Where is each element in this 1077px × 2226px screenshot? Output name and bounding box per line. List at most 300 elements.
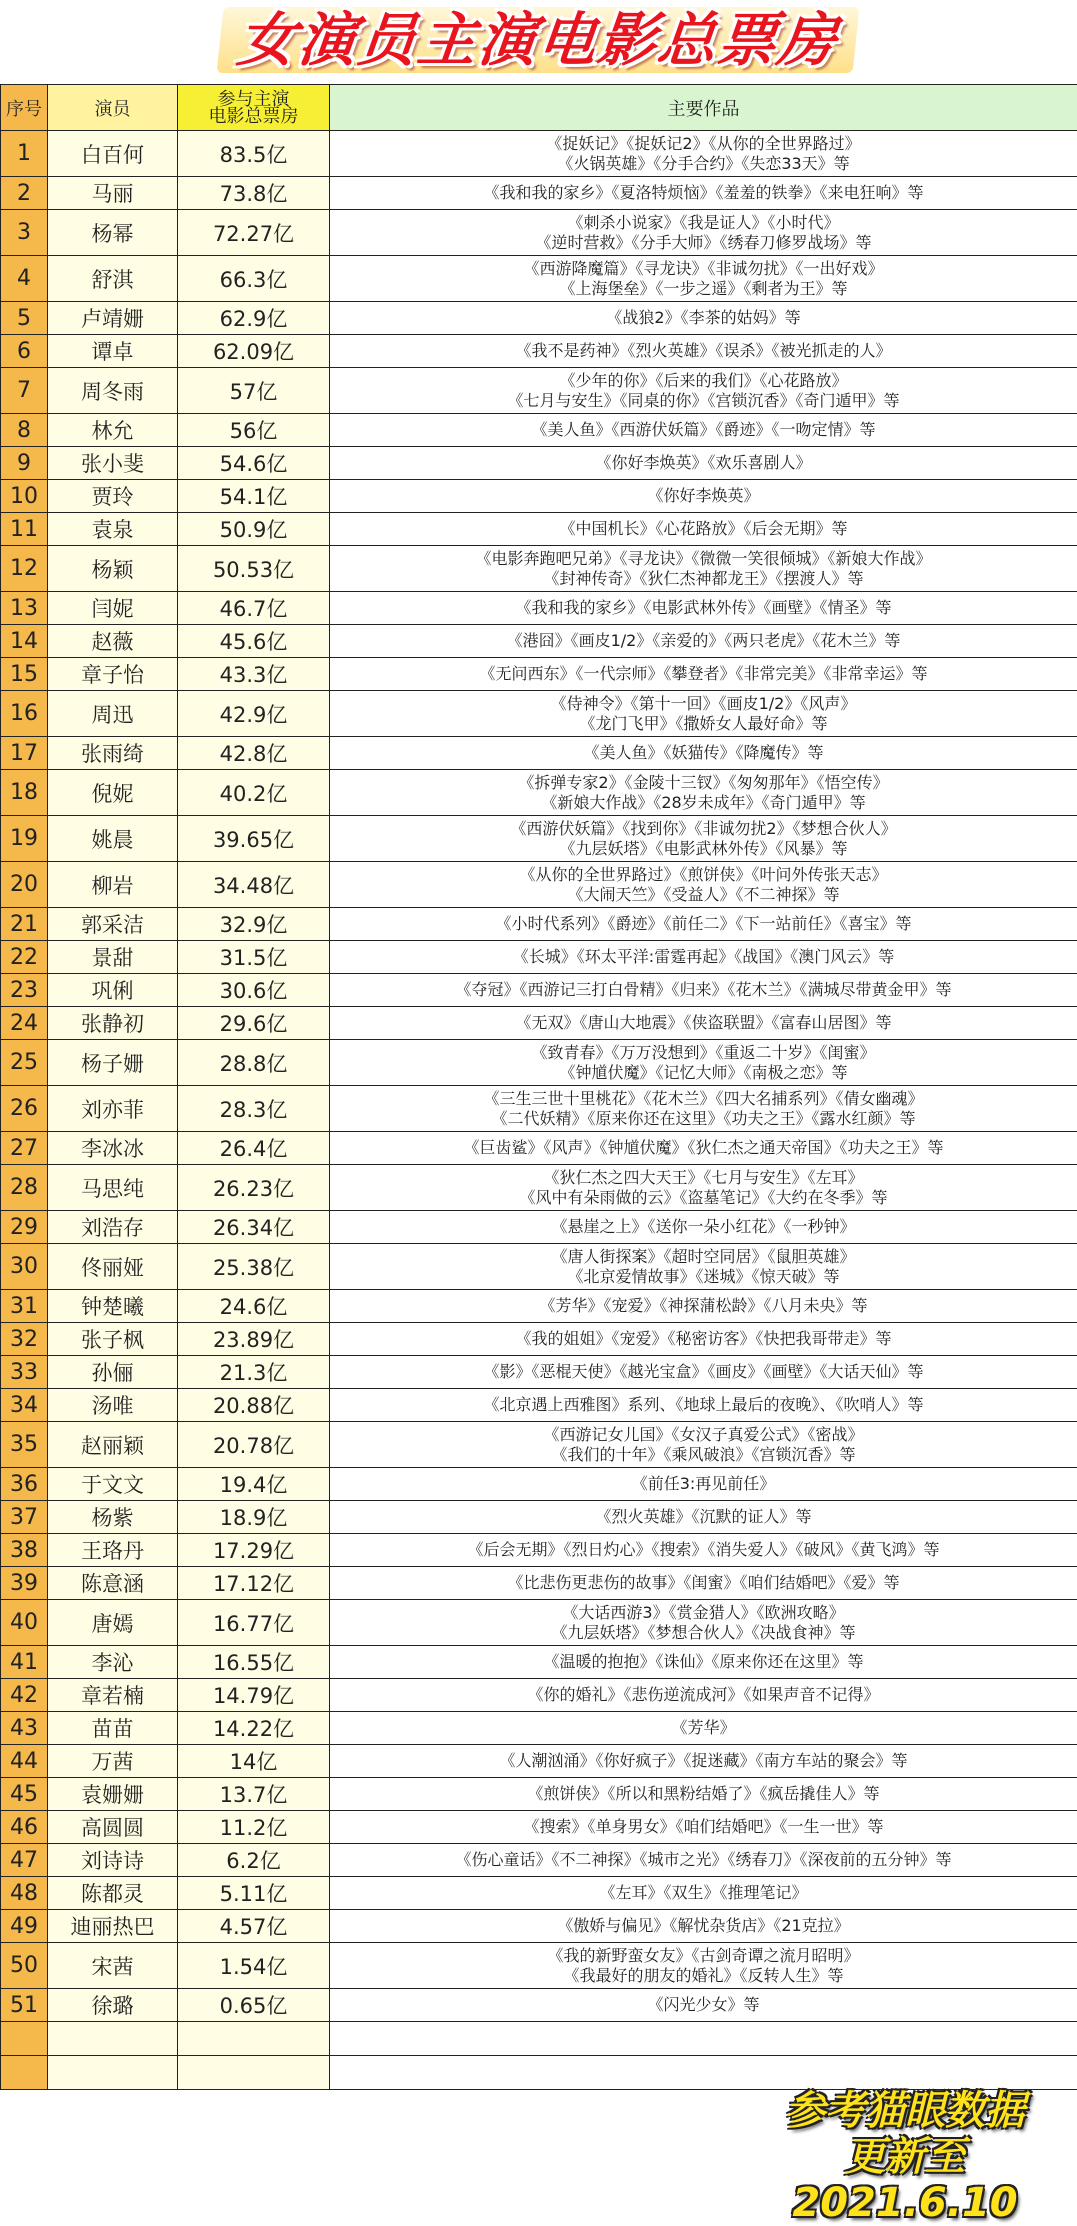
works-cell bbox=[330, 862, 1077, 908]
box-office-total: 24.6亿 bbox=[178, 1290, 330, 1323]
actress-name: 周冬雨 bbox=[48, 368, 178, 414]
row-index: 19 bbox=[1, 816, 48, 862]
table-row bbox=[1, 1086, 1077, 1132]
row-index: 37 bbox=[1, 1501, 48, 1534]
works-line: 《龙门飞甲》《撒娇女人最好命》等 bbox=[330, 714, 1077, 734]
works-cell bbox=[330, 546, 1077, 592]
box-office-total: 20.78亿 bbox=[178, 1422, 330, 1468]
actress-name: 袁泉 bbox=[48, 513, 178, 546]
table-row bbox=[1, 1712, 1077, 1745]
box-office-total: 50.53亿 bbox=[178, 546, 330, 592]
table-row bbox=[1, 1679, 1077, 1712]
title-bar bbox=[0, 0, 1077, 80]
box-office-total: 83.5亿 bbox=[178, 131, 330, 177]
works-line: 《钟馗伏魔》《记忆大师》《南极之恋》等 bbox=[330, 1063, 1077, 1083]
row-index: 49 bbox=[1, 1910, 48, 1943]
works-line: 《侍神令》《第十一回》《画皮1/2》《风声》 bbox=[330, 694, 1077, 714]
works-line: 《封神传奇》《狄仁杰神都龙王》《摆渡人》等 bbox=[330, 569, 1077, 589]
row-index: 42 bbox=[1, 1679, 48, 1712]
works-cell bbox=[330, 1389, 1077, 1422]
header-actress: 演员 bbox=[48, 85, 178, 131]
row-index: 7 bbox=[1, 368, 48, 414]
row-index: 14 bbox=[1, 625, 48, 658]
table-row bbox=[1, 1943, 1077, 1989]
works-cell bbox=[330, 974, 1077, 1007]
works-line: 《狄仁杰之四大天王》《七月与安生》《左耳》 bbox=[330, 1168, 1077, 1188]
works-line: 《你好李焕英》 bbox=[330, 486, 1077, 506]
box-office-total: 16.55亿 bbox=[178, 1646, 330, 1679]
actress-name: 李冰冰 bbox=[48, 1132, 178, 1165]
row-index: 15 bbox=[1, 658, 48, 691]
actress-name: 刘诗诗 bbox=[48, 1844, 178, 1877]
table-row bbox=[1, 210, 1077, 256]
table-row bbox=[1, 908, 1077, 941]
table-row bbox=[1, 480, 1077, 513]
works-cell bbox=[330, 513, 1077, 546]
row-index: 36 bbox=[1, 1468, 48, 1501]
row-index: 8 bbox=[1, 414, 48, 447]
box-office-total: 40.2亿 bbox=[178, 770, 330, 816]
table-row bbox=[1, 1567, 1077, 1600]
works-cell bbox=[330, 1132, 1077, 1165]
actress-name: 徐璐 bbox=[48, 1989, 178, 2022]
works-line: 《从你的全世界路过》《煎饼侠》《叶问外传张天志》 bbox=[330, 865, 1077, 885]
row-index: 21 bbox=[1, 908, 48, 941]
works-cell bbox=[330, 1679, 1077, 1712]
box-office-total: 31.5亿 bbox=[178, 941, 330, 974]
row-index: 34 bbox=[1, 1389, 48, 1422]
empty-cell bbox=[1, 2056, 48, 2090]
row-index: 5 bbox=[1, 302, 48, 335]
works-line: 《左耳》《双生》《推理笔记》 bbox=[330, 1883, 1077, 1903]
table-row bbox=[1, 862, 1077, 908]
works-line: 《三生三世十里桃花》《花木兰》《四大名捕系列》《倩女幽魂》 bbox=[330, 1089, 1077, 1109]
table-row bbox=[1, 1778, 1077, 1811]
row-index: 51 bbox=[1, 1989, 48, 2022]
row-index: 30 bbox=[1, 1244, 48, 1290]
box-office-total: 42.9亿 bbox=[178, 691, 330, 737]
box-office-total: 17.29亿 bbox=[178, 1534, 330, 1567]
actress-name: 姚晨 bbox=[48, 816, 178, 862]
box-office-total: 5.11亿 bbox=[178, 1877, 330, 1910]
works-line: 《无问西东》《一代宗师》《攀登者》《非常完美》《非常幸运》等 bbox=[330, 664, 1077, 684]
box-office-total: 34.48亿 bbox=[178, 862, 330, 908]
table-body bbox=[1, 131, 1077, 2090]
works-cell bbox=[330, 480, 1077, 513]
table-row bbox=[1, 368, 1077, 414]
empty-row bbox=[1, 2056, 1077, 2090]
row-index: 32 bbox=[1, 1323, 48, 1356]
works-line: 《西游降魔篇》《寻龙诀》《非诚勿扰》《一出好戏》 bbox=[330, 259, 1077, 279]
box-office-total: 62.9亿 bbox=[178, 302, 330, 335]
works-cell bbox=[330, 447, 1077, 480]
header-box-line2: 电影总票房 bbox=[178, 108, 329, 125]
box-office-total: 16.77亿 bbox=[178, 1600, 330, 1646]
row-index: 18 bbox=[1, 770, 48, 816]
box-office-total: 17.12亿 bbox=[178, 1567, 330, 1600]
works-line: 《芳华》 bbox=[330, 1718, 1077, 1738]
works-cell bbox=[330, 302, 1077, 335]
table-row bbox=[1, 816, 1077, 862]
actress-name: 白百何 bbox=[48, 131, 178, 177]
works-line: 《少年的你》《后来的我们》《心花路放》 bbox=[330, 371, 1077, 391]
table-row bbox=[1, 302, 1077, 335]
box-office-total: 28.8亿 bbox=[178, 1040, 330, 1086]
box-office-total: 62.09亿 bbox=[178, 335, 330, 368]
empty-cell bbox=[48, 2056, 178, 2090]
table-row bbox=[1, 1422, 1077, 1468]
table-row bbox=[1, 1811, 1077, 1844]
works-line: 《风中有朵雨做的云》《盗墓笔记》《大约在冬季》等 bbox=[330, 1188, 1077, 1208]
works-cell bbox=[330, 1007, 1077, 1040]
box-office-total: 46.7亿 bbox=[178, 592, 330, 625]
table-row bbox=[1, 1501, 1077, 1534]
actress-name: 马丽 bbox=[48, 177, 178, 210]
works-cell bbox=[330, 1943, 1077, 1989]
works-line: 《美人鱼》《妖猫传》《降魔传》等 bbox=[330, 743, 1077, 763]
header-index: 序号 bbox=[1, 85, 48, 131]
actress-name: 贾玲 bbox=[48, 480, 178, 513]
table-row bbox=[1, 447, 1077, 480]
actress-name: 舒淇 bbox=[48, 256, 178, 302]
works-cell bbox=[330, 335, 1077, 368]
works-line: 《二代妖精》《原来你还在这里》《功夫之王》《露水红颜》等 bbox=[330, 1109, 1077, 1129]
row-index: 10 bbox=[1, 480, 48, 513]
actress-name: 章子怡 bbox=[48, 658, 178, 691]
empty-cell bbox=[1, 2022, 48, 2056]
works-line: 《傲娇与偏见》《解忧杂货店》《21克拉》 bbox=[330, 1916, 1077, 1936]
actress-name: 陈都灵 bbox=[48, 1877, 178, 1910]
works-line: 《人潮汹涌》《你好疯子》《捉迷藏》《南方车站的聚会》等 bbox=[330, 1751, 1077, 1771]
row-index: 39 bbox=[1, 1567, 48, 1600]
box-office-total: 13.7亿 bbox=[178, 1778, 330, 1811]
box-office-total: 25.38亿 bbox=[178, 1244, 330, 1290]
table-row bbox=[1, 414, 1077, 447]
box-office-total: 45.6亿 bbox=[178, 625, 330, 658]
actress-name: 汤唯 bbox=[48, 1389, 178, 1422]
actress-name: 王珞丹 bbox=[48, 1534, 178, 1567]
works-cell bbox=[330, 177, 1077, 210]
works-line: 《新娘大作战》《28岁未成年》《奇门遁甲》等 bbox=[330, 793, 1077, 813]
actress-name: 刘浩存 bbox=[48, 1211, 178, 1244]
box-office-total: 14亿 bbox=[178, 1745, 330, 1778]
box-office-total: 26.34亿 bbox=[178, 1211, 330, 1244]
works-cell bbox=[330, 1244, 1077, 1290]
table-row bbox=[1, 1534, 1077, 1567]
works-line: 《你好李焕英》《欢乐喜剧人》 bbox=[330, 453, 1077, 473]
row-index: 11 bbox=[1, 513, 48, 546]
works-line: 《我和我的家乡》《夏洛特烦恼》《羞羞的铁拳》《来电狂响》等 bbox=[330, 183, 1077, 203]
box-office-total: 29.6亿 bbox=[178, 1007, 330, 1040]
actress-name: 迪丽热巴 bbox=[48, 1910, 178, 1943]
table-row bbox=[1, 625, 1077, 658]
actress-name: 张子枫 bbox=[48, 1323, 178, 1356]
actress-name: 章若楠 bbox=[48, 1679, 178, 1712]
row-index: 1 bbox=[1, 131, 48, 177]
works-cell bbox=[330, 816, 1077, 862]
works-cell bbox=[330, 1910, 1077, 1943]
row-index: 9 bbox=[1, 447, 48, 480]
works-cell bbox=[330, 368, 1077, 414]
works-cell bbox=[330, 625, 1077, 658]
actress-name: 张静初 bbox=[48, 1007, 178, 1040]
works-line: 《北京遇上西雅图》系列、《地球上最后的夜晚》、《吹哨人》等 bbox=[330, 1395, 1077, 1415]
source-line: 参考猫眼数据 bbox=[740, 2088, 1070, 2134]
table-row bbox=[1, 1211, 1077, 1244]
works-line: 《温暖的抱抱》《诛仙》《原来你还在这里》等 bbox=[330, 1652, 1077, 1672]
actress-name: 袁姗姗 bbox=[48, 1778, 178, 1811]
row-index: 3 bbox=[1, 210, 48, 256]
table-row bbox=[1, 658, 1077, 691]
table-row bbox=[1, 770, 1077, 816]
works-cell bbox=[330, 941, 1077, 974]
box-office-total: 54.6亿 bbox=[178, 447, 330, 480]
actress-name: 万茜 bbox=[48, 1745, 178, 1778]
row-index: 48 bbox=[1, 1877, 48, 1910]
row-index: 43 bbox=[1, 1712, 48, 1745]
works-cell bbox=[330, 658, 1077, 691]
box-office-total: 30.6亿 bbox=[178, 974, 330, 1007]
row-index: 33 bbox=[1, 1356, 48, 1389]
row-index: 4 bbox=[1, 256, 48, 302]
table-row bbox=[1, 513, 1077, 546]
table-row bbox=[1, 737, 1077, 770]
actress-name: 陈意涵 bbox=[48, 1567, 178, 1600]
table-row bbox=[1, 131, 1077, 177]
works-line: 《致青春》《万万没想到》《重返二十岁》《闺蜜》 bbox=[330, 1043, 1077, 1063]
table-row bbox=[1, 592, 1077, 625]
box-office-total: 28.3亿 bbox=[178, 1086, 330, 1132]
works-line: 《巨齿鲨》《风声》《钟馗伏魔》《狄仁杰之通天帝国》《功夫之王》等 bbox=[330, 1138, 1077, 1158]
works-cell bbox=[330, 691, 1077, 737]
works-line: 《小时代系列》《爵迹》《前任二》《下一站前任》《喜宝》等 bbox=[330, 914, 1077, 934]
works-cell bbox=[330, 414, 1077, 447]
works-line: 《芳华》《宠爱》《神探蒲松龄》《八月未央》等 bbox=[330, 1296, 1077, 1316]
works-line: 《影》《恶棍天使》《越光宝盒》《画皮》《画壁》《大话天仙》等 bbox=[330, 1362, 1077, 1382]
row-index: 25 bbox=[1, 1040, 48, 1086]
works-line: 《你的婚礼》《悲伤逆流成河》《如果声音不记得》 bbox=[330, 1685, 1077, 1705]
works-line: 《捉妖记》《捉妖记2》《从你的全世界路过》 bbox=[330, 134, 1077, 154]
actress-name: 倪妮 bbox=[48, 770, 178, 816]
page-title: 女演员主演电影总票房 bbox=[217, 7, 860, 73]
box-office-total: 50.9亿 bbox=[178, 513, 330, 546]
box-office-table bbox=[0, 84, 1077, 2090]
works-cell bbox=[330, 1040, 1077, 1086]
works-line: 《搜索》《单身男女》《咱们结婚吧》《一生一世》等 bbox=[330, 1817, 1077, 1837]
row-index: 2 bbox=[1, 177, 48, 210]
box-office-total: 54.1亿 bbox=[178, 480, 330, 513]
actress-name: 杨颖 bbox=[48, 546, 178, 592]
table-row bbox=[1, 1844, 1077, 1877]
works-line: 《前任3:再见前任》 bbox=[330, 1474, 1077, 1494]
row-index: 6 bbox=[1, 335, 48, 368]
update-date: 更新至2021.6.10 bbox=[740, 2134, 1070, 2226]
table-row bbox=[1, 691, 1077, 737]
row-index: 31 bbox=[1, 1290, 48, 1323]
works-cell bbox=[330, 1534, 1077, 1567]
works-line: 《七月与安生》《同桌的你》《宫锁沉香》《奇门遁甲》等 bbox=[330, 391, 1077, 411]
table-row bbox=[1, 1989, 1077, 2022]
works-line: 《夺冠》《西游记三打白骨精》《归来》《花木兰》《满城尽带黄金甲》等 bbox=[330, 980, 1077, 1000]
source-stamp bbox=[740, 2088, 1070, 2226]
box-office-total: 0.65亿 bbox=[178, 1989, 330, 2022]
works-cell bbox=[330, 1501, 1077, 1534]
actress-name: 林允 bbox=[48, 414, 178, 447]
works-cell bbox=[330, 1712, 1077, 1745]
box-office-total: 73.8亿 bbox=[178, 177, 330, 210]
actress-name: 赵薇 bbox=[48, 625, 178, 658]
table-row bbox=[1, 1910, 1077, 1943]
works-line: 《西游伏妖篇》《找到你》《非诚勿扰2》《梦想合伙人》 bbox=[330, 819, 1077, 839]
actress-name: 唐嫣 bbox=[48, 1600, 178, 1646]
works-line: 《上海堡垒》《一步之遥》《剩者为王》等 bbox=[330, 279, 1077, 299]
works-cell bbox=[330, 1165, 1077, 1211]
works-line: 《九层妖塔》《电影武林外传》《风暴》等 bbox=[330, 839, 1077, 859]
actress-name: 郭采洁 bbox=[48, 908, 178, 941]
row-index: 28 bbox=[1, 1165, 48, 1211]
row-index: 13 bbox=[1, 592, 48, 625]
works-line: 《刺杀小说家》《我是证人》《小时代》 bbox=[330, 213, 1077, 233]
row-index: 17 bbox=[1, 737, 48, 770]
empty-cell bbox=[330, 2056, 1077, 2090]
row-index: 35 bbox=[1, 1422, 48, 1468]
works-cell bbox=[330, 1422, 1077, 1468]
box-office-total: 11.2亿 bbox=[178, 1811, 330, 1844]
table-row bbox=[1, 1356, 1077, 1389]
works-cell bbox=[330, 1778, 1077, 1811]
table-row bbox=[1, 941, 1077, 974]
works-line: 《中国机长》《心花路放》《后会无期》等 bbox=[330, 519, 1077, 539]
table-row bbox=[1, 1389, 1077, 1422]
actress-name: 宋茜 bbox=[48, 1943, 178, 1989]
box-office-total: 23.89亿 bbox=[178, 1323, 330, 1356]
box-office-total: 6.2亿 bbox=[178, 1844, 330, 1877]
works-cell bbox=[330, 1356, 1077, 1389]
table-row bbox=[1, 1165, 1077, 1211]
empty-row bbox=[1, 2022, 1077, 2056]
empty-cell bbox=[330, 2022, 1077, 2056]
works-line: 《唐人街探案》《超时空同居》《鼠胆英雄》 bbox=[330, 1247, 1077, 1267]
box-office-total: 43.3亿 bbox=[178, 658, 330, 691]
row-index: 29 bbox=[1, 1211, 48, 1244]
works-cell bbox=[330, 1745, 1077, 1778]
row-index: 24 bbox=[1, 1007, 48, 1040]
works-cell bbox=[330, 1646, 1077, 1679]
actress-name: 巩俐 bbox=[48, 974, 178, 1007]
works-line: 《烈火英雄》《沉默的证人》等 bbox=[330, 1507, 1077, 1527]
row-index: 22 bbox=[1, 941, 48, 974]
header-works: 主要作品 bbox=[330, 85, 1077, 131]
box-office-total: 26.23亿 bbox=[178, 1165, 330, 1211]
table-row bbox=[1, 1646, 1077, 1679]
box-office-total: 14.79亿 bbox=[178, 1679, 330, 1712]
works-line: 《火锅英雄》《分手合约》《失恋33天》等 bbox=[330, 154, 1077, 174]
actress-name: 刘亦菲 bbox=[48, 1086, 178, 1132]
box-office-total: 32.9亿 bbox=[178, 908, 330, 941]
works-cell bbox=[330, 1989, 1077, 2022]
actress-name: 谭卓 bbox=[48, 335, 178, 368]
row-index: 47 bbox=[1, 1844, 48, 1877]
works-line: 《西游记女儿国》《女汉子真爱公式》《密战》 bbox=[330, 1425, 1077, 1445]
works-line: 《我的新野蛮女友》《古剑奇谭之流月昭明》 bbox=[330, 1946, 1077, 1966]
table-row bbox=[1, 177, 1077, 210]
works-cell bbox=[330, 1290, 1077, 1323]
header-box-office bbox=[178, 85, 330, 131]
works-line: 《北京爱情故事》《迷城》《惊天破》等 bbox=[330, 1267, 1077, 1287]
works-cell bbox=[330, 210, 1077, 256]
empty-cell bbox=[48, 2022, 178, 2056]
works-line: 《逆时营救》《分手大师》《绣春刀修罗战场》等 bbox=[330, 233, 1077, 253]
row-index: 41 bbox=[1, 1646, 48, 1679]
actress-name: 钟楚曦 bbox=[48, 1290, 178, 1323]
works-line: 《悬崖之上》《送你一朵小红花》《一秒钟》 bbox=[330, 1217, 1077, 1237]
table-row bbox=[1, 546, 1077, 592]
works-line: 《大话西游3》《赏金猎人》《欧洲攻略》 bbox=[330, 1603, 1077, 1623]
box-office-total: 19.4亿 bbox=[178, 1468, 330, 1501]
works-cell bbox=[330, 908, 1077, 941]
table-row bbox=[1, 1040, 1077, 1086]
works-cell bbox=[330, 1600, 1077, 1646]
row-index: 26 bbox=[1, 1086, 48, 1132]
actress-name: 李沁 bbox=[48, 1646, 178, 1679]
actress-name: 高圆圆 bbox=[48, 1811, 178, 1844]
table-row bbox=[1, 1600, 1077, 1646]
empty-cell bbox=[178, 2022, 330, 2056]
works-line: 《港囧》《画皮1/2》《亲爱的》《两只老虎》《花木兰》等 bbox=[330, 631, 1077, 651]
works-line: 《无双》《唐山大地震》《侠盗联盟》《富春山居图》等 bbox=[330, 1013, 1077, 1033]
works-line: 《战狼2》《李茶的姑妈》等 bbox=[330, 308, 1077, 328]
box-office-total: 26.4亿 bbox=[178, 1132, 330, 1165]
actress-name: 杨子姗 bbox=[48, 1040, 178, 1086]
actress-name: 张雨绮 bbox=[48, 737, 178, 770]
header-box-line1: 参与主演 bbox=[178, 91, 329, 108]
actress-name: 张小斐 bbox=[48, 447, 178, 480]
empty-cell bbox=[178, 2056, 330, 2090]
box-office-total: 56亿 bbox=[178, 414, 330, 447]
works-cell bbox=[330, 1877, 1077, 1910]
box-office-total: 72.27亿 bbox=[178, 210, 330, 256]
works-line: 《比悲伤更悲伤的故事》《闺蜜》《咱们结婚吧》《爱》等 bbox=[330, 1573, 1077, 1593]
actress-name: 杨紫 bbox=[48, 1501, 178, 1534]
table-row bbox=[1, 1132, 1077, 1165]
box-office-total: 39.65亿 bbox=[178, 816, 330, 862]
works-cell bbox=[330, 1468, 1077, 1501]
row-index: 38 bbox=[1, 1534, 48, 1567]
table-row bbox=[1, 1290, 1077, 1323]
row-index: 20 bbox=[1, 862, 48, 908]
works-line: 《九层妖塔》《梦想合伙人》《决战食神》等 bbox=[330, 1623, 1077, 1643]
actress-name: 赵丽颖 bbox=[48, 1422, 178, 1468]
row-index: 12 bbox=[1, 546, 48, 592]
row-index: 40 bbox=[1, 1600, 48, 1646]
works-line: 《闪光少女》等 bbox=[330, 1995, 1077, 2015]
works-line: 《美人鱼》《西游伏妖篇》《爵迹》《一吻定情》等 bbox=[330, 420, 1077, 440]
box-office-total: 20.88亿 bbox=[178, 1389, 330, 1422]
works-line: 《后会无期》《烈日灼心》《搜索》《消失爱人》《破风》《黄飞鸿》等 bbox=[330, 1540, 1077, 1560]
actress-name: 佟丽娅 bbox=[48, 1244, 178, 1290]
works-cell bbox=[330, 1323, 1077, 1356]
works-cell bbox=[330, 1086, 1077, 1132]
table-row bbox=[1, 1244, 1077, 1290]
works-line: 《长城》《环太平洋:雷霆再起》《战国》《澳门风云》等 bbox=[330, 947, 1077, 967]
actress-name: 苗苗 bbox=[48, 1712, 178, 1745]
table-row bbox=[1, 1468, 1077, 1501]
works-cell bbox=[330, 1211, 1077, 1244]
row-index: 45 bbox=[1, 1778, 48, 1811]
box-office-total: 42.8亿 bbox=[178, 737, 330, 770]
actress-name: 卢靖姗 bbox=[48, 302, 178, 335]
works-line: 《我和我的家乡》《电影武林外传》《画壁》《情圣》等 bbox=[330, 598, 1077, 618]
